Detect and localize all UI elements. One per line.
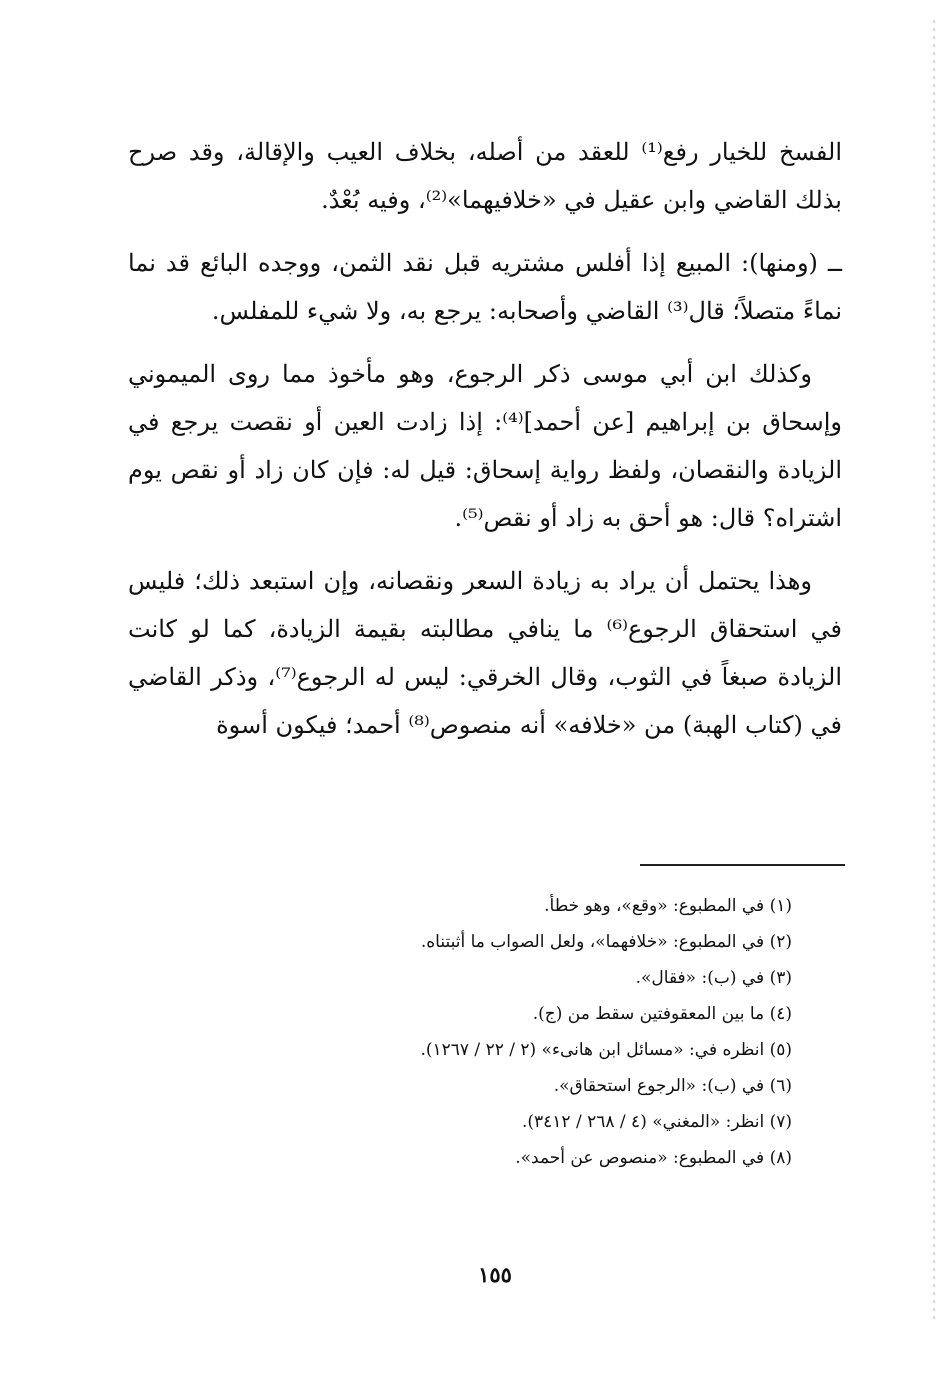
footnote-1: (١) في المطبوع: «وقع»، وهو خطأ. (544, 896, 792, 916)
page-number: ١٥٥ (478, 1262, 512, 1287)
footnote-3: (٣) في (ب): «فقال». (635, 968, 792, 988)
footnote-5: (٥) انظره في: «مسائل ابن هانىء» (٢ / ٢٢ / ١٢٦٧). (420, 1040, 792, 1060)
footnote-separator (640, 864, 845, 866)
footnote-8: (٨) في المطبوع: «منصوص عن أحمد». (515, 1148, 792, 1168)
footnote-4: (٤) ما بين المعقوفتين سقط من (ج). (532, 1004, 792, 1024)
scan-edge-marks (933, 20, 935, 1320)
paragraph-4: وهذا يحتمل أن يراد به زيادة السعر ونقصانه، وإن استبعد ذلك؛ فليس في استحقاق الرجوع⁽⁶⁾ ما ينافي مطالبته بقيمة الزيادة، كما لو كانت الزيادة صبغاً في الثوب، وقال الخرقي: ليس له الرجوع⁽⁷⁾، وذكر القاضي في (كتاب الهبة) من «خلافه» أنه منصوص⁽⁸⁾ أحمد؛ فيكون أسوة (128, 567, 842, 739)
paragraph-3: وكذلك ابن أبي موسى ذكر الرجوع، وهو مأخوذ مما روى الميموني وإسحاق بن إبراهيم [عن أحمد]⁽⁴⁾: إذا زادت العين أو نقصت يرجع في الزيادة والنقصان، ولفظ رواية إسحاق: قيل له: فإن كان زاد أو نقص يوم اشتراه؟ قال: هو أحق به زاد أو نقص⁽⁵⁾. (128, 360, 842, 532)
footnotes (300, 888, 792, 1176)
footnote-6: (٦) في (ب): «الرجوع استحقاق». (553, 1076, 792, 1096)
paragraph-2: ــ (ومنها): المبيع إذا أفلس مشتريه قبل نقد الثمن، ووجده البائع قد نما نماءً متصلاً؛ قال⁽³⁾ القاضي وأصحابه: يرجع به، ولا شيء للمفلس. (128, 249, 842, 325)
paragraph-1: الفسخ للخيار رفع⁽¹⁾ للعقد من أصله، بخلاف العيب والإقالة، وقد صرح بذلك القاضي وابن عقيل في «خلافيهما»⁽²⁾، وفيه بُعْدٌ. (128, 138, 842, 214)
footnote-7: (٧) انظر: «المغني» (٤ / ٢٦٨ / ٣٤١٢). (521, 1112, 792, 1132)
main-text (128, 128, 842, 764)
footnote-2: (٢) في المطبوع: «خلافهما»، ولعل الصواب ما أثبتناه. (420, 932, 792, 952)
